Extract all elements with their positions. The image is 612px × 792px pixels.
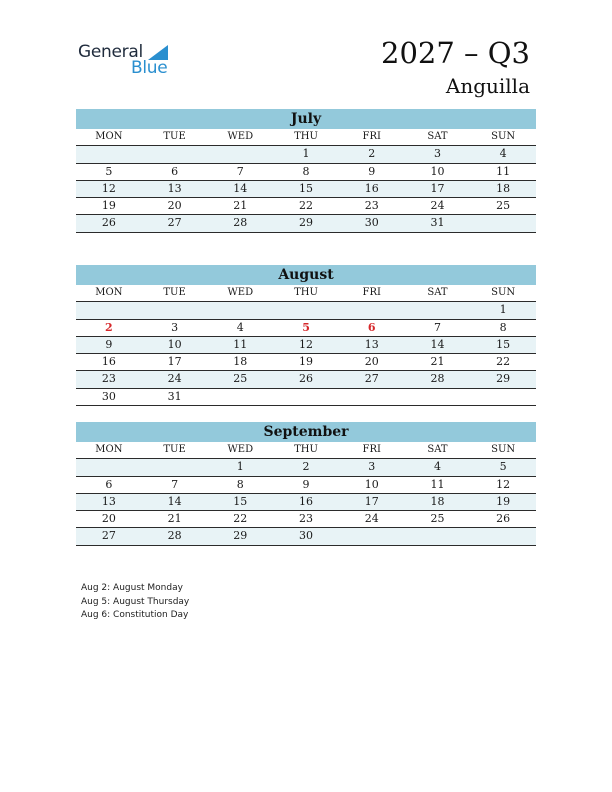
day-cell (339, 302, 405, 318)
day-cell: 24 (430, 199, 445, 213)
week-row (76, 302, 536, 319)
day-cell: 30 (364, 216, 379, 230)
weekday-label: WED (227, 444, 254, 455)
day-cell: 13 (167, 181, 182, 195)
day-cell: 6 (367, 320, 376, 334)
month-calendar-july (76, 109, 536, 233)
day-cell: 28 (233, 216, 248, 230)
day-cell: 8 (499, 320, 507, 334)
day-cell: 14 (233, 181, 248, 195)
day-cell: 2 (105, 320, 113, 334)
day-cell: 22 (299, 199, 314, 213)
weekday-header-row (76, 442, 536, 459)
day-cell (207, 389, 273, 405)
day-cell (142, 302, 208, 318)
day-cell: 6 (171, 164, 179, 178)
day-cell: 21 (167, 512, 182, 526)
weekday-label: FRI (362, 131, 381, 142)
week-row (76, 459, 536, 476)
weekday-label: SAT (427, 444, 448, 455)
week-row (76, 198, 536, 215)
day-cell: 27 (364, 372, 379, 386)
day-cell: 10 (167, 337, 182, 351)
day-cell: 5 (302, 320, 310, 334)
week-row (76, 528, 536, 545)
day-cell: 15 (299, 181, 314, 195)
day-cell (207, 146, 273, 162)
day-cell: 7 (171, 477, 179, 491)
week-row (76, 181, 536, 198)
weekday-label: SAT (427, 287, 448, 298)
day-cell: 19 (101, 199, 116, 213)
day-cell: 7 (236, 164, 244, 178)
weekday-label: THU (294, 131, 318, 142)
day-cell: 29 (299, 216, 314, 230)
day-cell (76, 146, 142, 162)
day-cell (339, 389, 405, 405)
day-cell: 9 (368, 164, 376, 178)
day-cell: 13 (101, 494, 116, 508)
day-cell: 25 (496, 199, 511, 213)
day-cell: 20 (364, 355, 379, 369)
weekday-label: THU (294, 444, 318, 455)
day-cell: 21 (233, 199, 248, 213)
day-cell: 10 (430, 164, 445, 178)
page-subtitle: Anguilla (445, 74, 530, 98)
day-cell: 22 (496, 355, 511, 369)
day-cell: 28 (167, 529, 182, 543)
day-cell: 31 (167, 389, 182, 403)
week-row (76, 494, 536, 511)
week-row (76, 371, 536, 388)
day-cell (405, 389, 471, 405)
day-cell: 8 (302, 164, 310, 178)
day-cell (142, 459, 208, 475)
day-cell: 11 (233, 337, 248, 351)
logo-blue-text: Blue (131, 58, 168, 78)
day-cell: 1 (302, 147, 310, 161)
weekday-label: SUN (491, 131, 516, 142)
day-cell: 23 (101, 372, 116, 386)
day-cell: 12 (101, 181, 116, 195)
holiday-note: Aug 2: August Monday (81, 583, 183, 593)
day-cell (339, 528, 405, 544)
day-cell (142, 146, 208, 162)
day-cell: 23 (364, 199, 379, 213)
day-cell: 10 (364, 477, 379, 491)
day-cell: 13 (364, 337, 379, 351)
week-row (76, 337, 536, 354)
day-cell: 11 (430, 477, 445, 491)
day-cell: 17 (364, 494, 379, 508)
month-title: July (76, 109, 536, 129)
day-cell: 12 (496, 477, 511, 491)
day-cell: 4 (236, 320, 244, 334)
day-cell: 29 (496, 372, 511, 386)
week-row (76, 215, 536, 232)
weekday-label: SUN (491, 444, 516, 455)
day-cell: 6 (105, 477, 113, 491)
week-row (76, 477, 536, 494)
weekday-label: SUN (491, 287, 516, 298)
day-cell: 26 (101, 216, 116, 230)
day-cell: 26 (496, 512, 511, 526)
day-cell: 19 (496, 494, 511, 508)
day-cell: 4 (499, 147, 507, 161)
day-cell: 28 (430, 372, 445, 386)
logo-general-text: General (78, 42, 143, 62)
day-cell (273, 302, 339, 318)
week-row (76, 320, 536, 337)
day-cell: 15 (233, 494, 248, 508)
weekday-label: TUE (163, 287, 186, 298)
day-cell: 8 (236, 477, 244, 491)
weekday-label: MON (95, 131, 123, 142)
day-cell (273, 389, 339, 405)
day-cell (405, 302, 471, 318)
day-cell: 17 (167, 355, 182, 369)
weekday-label: WED (227, 131, 254, 142)
weekday-label: MON (95, 287, 123, 298)
holiday-note: Aug 6: Constitution Day (81, 610, 189, 620)
weekday-label: FRI (362, 444, 381, 455)
day-cell (76, 302, 142, 318)
weekday-label: WED (227, 287, 254, 298)
day-cell: 20 (167, 199, 182, 213)
day-cell: 9 (105, 337, 113, 351)
week-row (76, 146, 536, 163)
day-cell (470, 528, 536, 544)
day-cell: 31 (430, 216, 445, 230)
weekday-label: TUE (163, 131, 186, 142)
day-cell: 1 (236, 460, 244, 474)
weekday-label: FRI (362, 287, 381, 298)
logo (78, 42, 178, 82)
weekday-label: SAT (427, 131, 448, 142)
holiday-notes (81, 582, 189, 623)
weekday-header-row (76, 285, 536, 302)
day-cell (470, 389, 536, 405)
day-cell: 24 (167, 372, 182, 386)
day-cell: 25 (233, 372, 248, 386)
day-cell: 16 (101, 355, 116, 369)
day-cell: 5 (105, 164, 113, 178)
week-row (76, 389, 536, 406)
day-cell: 17 (430, 181, 445, 195)
day-cell: 3 (433, 147, 441, 161)
day-cell (405, 528, 471, 544)
day-cell: 23 (299, 512, 314, 526)
day-cell: 14 (167, 494, 182, 508)
day-cell: 12 (299, 337, 314, 351)
weekday-label: TUE (163, 444, 186, 455)
day-cell: 21 (430, 355, 445, 369)
page-title: 2027 – Q3 (381, 36, 530, 70)
day-cell: 30 (299, 529, 314, 543)
week-row (76, 354, 536, 371)
day-cell: 18 (430, 494, 445, 508)
day-cell: 2 (302, 460, 310, 474)
day-cell (207, 302, 273, 318)
day-cell: 2 (368, 147, 376, 161)
day-cell: 18 (233, 355, 248, 369)
day-cell: 7 (433, 320, 441, 334)
month-calendar-august (76, 265, 536, 406)
day-cell: 11 (496, 164, 511, 178)
day-cell: 18 (496, 181, 511, 195)
day-cell: 3 (368, 460, 376, 474)
day-cell: 4 (433, 460, 441, 474)
month-title: August (76, 265, 536, 285)
day-cell: 25 (430, 512, 445, 526)
day-cell: 24 (364, 512, 379, 526)
week-row (76, 511, 536, 528)
day-cell: 22 (233, 512, 248, 526)
weekday-header-row (76, 129, 536, 146)
day-cell (470, 215, 536, 231)
day-cell: 27 (167, 216, 182, 230)
day-cell: 27 (101, 529, 116, 543)
day-cell: 26 (299, 372, 314, 386)
day-cell: 14 (430, 337, 445, 351)
week-row (76, 164, 536, 181)
day-cell: 15 (496, 337, 511, 351)
weekday-label: MON (95, 444, 123, 455)
day-cell: 19 (299, 355, 314, 369)
month-title: September (76, 422, 536, 442)
day-cell: 16 (364, 181, 379, 195)
day-cell: 30 (101, 389, 116, 403)
day-cell: 20 (101, 512, 116, 526)
day-cell: 5 (499, 460, 507, 474)
weekday-label: THU (294, 287, 318, 298)
day-cell: 29 (233, 529, 248, 543)
day-cell: 1 (499, 303, 507, 317)
day-cell: 3 (171, 320, 179, 334)
day-cell: 16 (299, 494, 314, 508)
month-calendar-september (76, 422, 536, 546)
day-cell: 9 (302, 477, 310, 491)
holiday-note: Aug 5: August Thursday (81, 596, 190, 607)
day-cell (76, 459, 142, 475)
